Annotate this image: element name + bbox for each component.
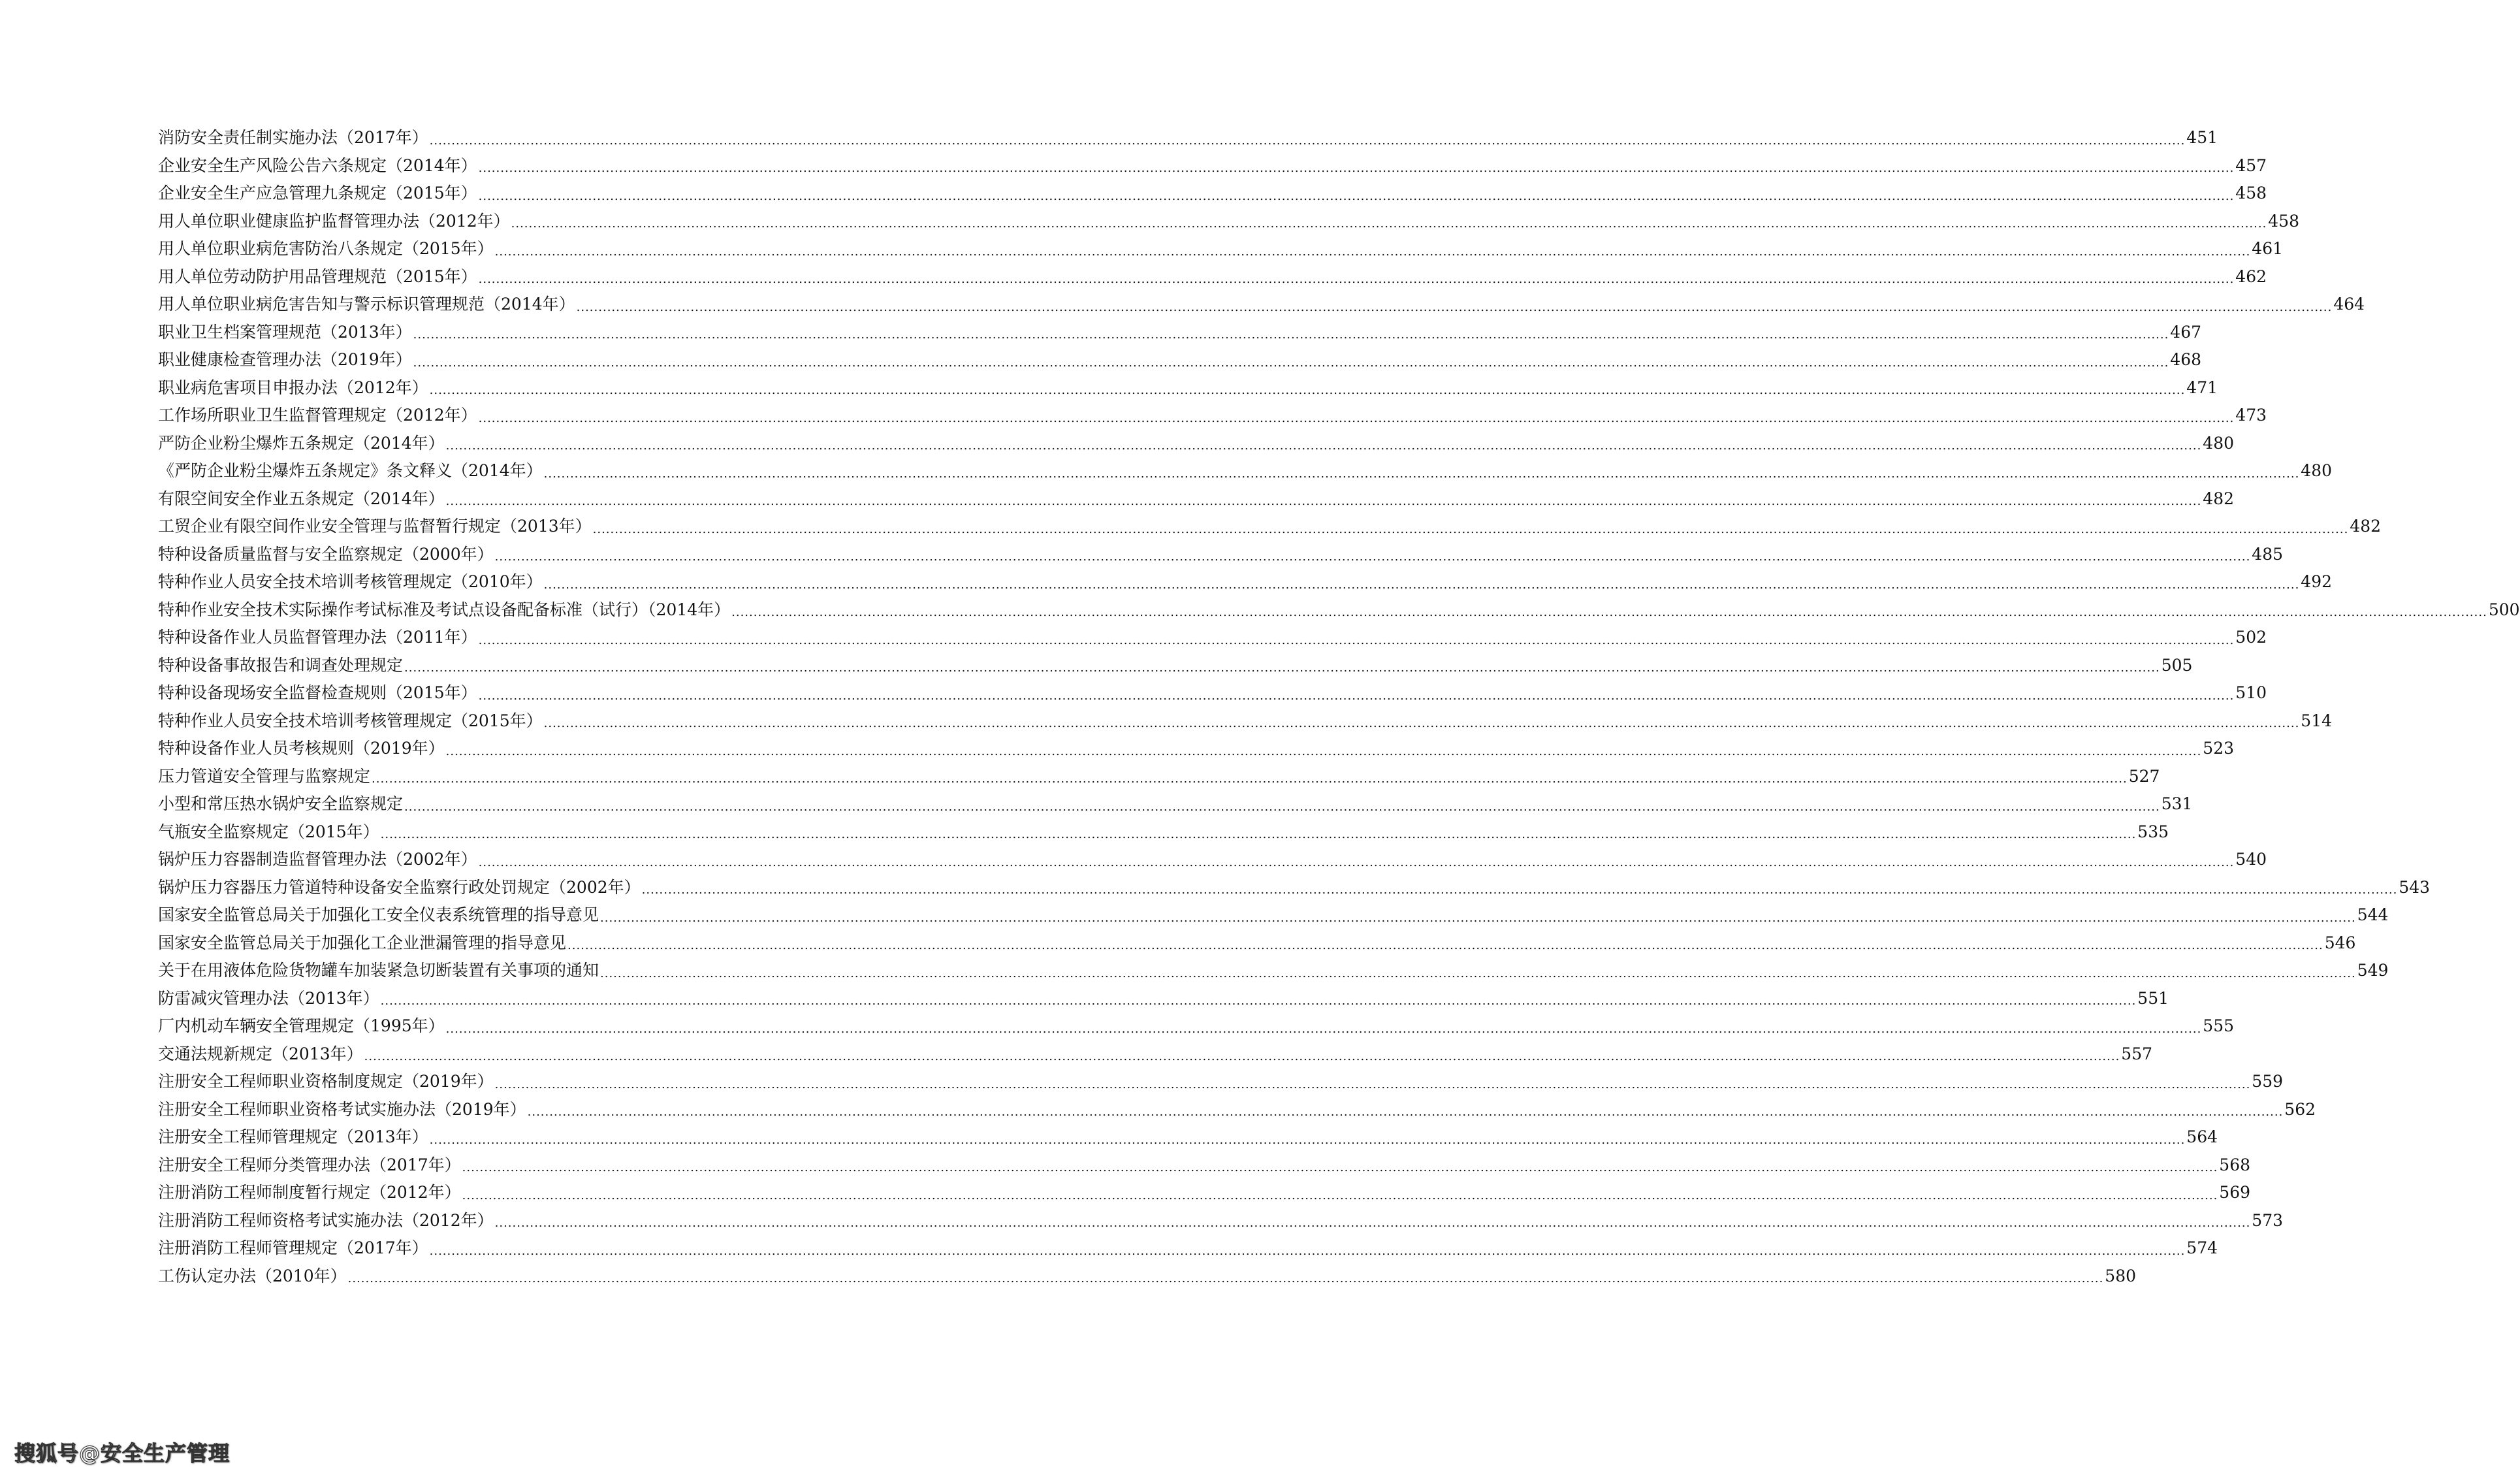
toc-entry-page-number: 458	[2268, 211, 2300, 231]
toc-entry-title: 工作场所职业卫生监督管理规定（2012年）	[158, 406, 477, 425]
toc-entry-title: 交通法规新规定（2013年）	[158, 1044, 363, 1063]
toc-entry[interactable]	[158, 235, 2284, 263]
toc-entry-page-number: 559	[2252, 1072, 2284, 1091]
toc-entry-page-number: 549	[2357, 961, 2389, 980]
toc-leader-dots: ................................................................................................................................................................................................................................................................................................................................................................................................................	[462, 1161, 2218, 1174]
toc-leader-dots: ................................................................................................................................................................................................................................................................................................................................................................................................................	[592, 522, 2349, 536]
toc-entry[interactable]	[158, 1207, 2284, 1235]
toc-entry[interactable]	[158, 319, 2202, 347]
toc-entry-title: 有限空间安全作业五条规定（2014年）	[158, 489, 445, 508]
toc-entry-page-number: 505	[2161, 655, 2193, 675]
toc-entry[interactable]	[158, 291, 2365, 319]
toc-entry[interactable]	[158, 208, 2300, 236]
toc-entry[interactable]	[158, 1040, 2153, 1069]
toc-leader-dots: ................................................................................................................................................................................................................................................................................................................................................................................................................	[494, 550, 2251, 564]
toc-entry[interactable]	[158, 374, 2218, 402]
toc-entry-page-number: 471	[2186, 378, 2218, 397]
toc-entry-page-number: 482	[2350, 517, 2382, 536]
toc-entry-page-number: 473	[2235, 406, 2267, 425]
toc-entry-title: 厂内机动车辆安全管理规定（1995年）	[158, 1016, 445, 1035]
toc-entry[interactable]	[158, 957, 2389, 985]
toc-entry-page-number: 551	[2137, 988, 2169, 1008]
toc-leader-dots: ................................................................................................................................................................................................................................................................................................................................................................................................................	[567, 939, 2323, 952]
toc-entry-title: 注册消防工程师制度暂行规定（2012年）	[158, 1183, 461, 1202]
toc-entry-page-number: 557	[2121, 1044, 2153, 1063]
toc-leader-dots: ................................................................................................................................................................................................................................................................................................................................................................................................................	[445, 744, 2202, 758]
toc-leader-dots: ................................................................................................................................................................................................................................................................................................................................................................................................................	[600, 966, 2356, 980]
toc-entry-title: 注册安全工程师分类管理办法（2017年）	[158, 1155, 461, 1174]
toc-entry[interactable]	[158, 846, 2267, 874]
toc-entry-title: 特种设备作业人员考核规则（2019年）	[158, 739, 445, 758]
toc-entry-title: 工贸企业有限空间作业安全管理与监督暂行规定（2013年）	[158, 517, 592, 536]
toc-entry-title: 用人单位职业病危害告知与警示标识管理规范（2014年）	[158, 295, 575, 314]
toc-entry-title: 职业病危害项目申报办法（2012年）	[158, 378, 428, 397]
toc-entry-title: 锅炉压力容器压力管道特种设备安全监察行政处罚规定（2002年）	[158, 877, 641, 897]
toc-leader-dots: ................................................................................................................................................................................................................................................................................................................................................................................................................	[600, 911, 2356, 925]
toc-entry[interactable]	[158, 1096, 2316, 1124]
toc-leader-dots: ................................................................................................................................................................................................................................................................................................................................................................................................................	[494, 1216, 2251, 1230]
toc-entry-page-number: 562	[2284, 1099, 2316, 1119]
toc-entry-title: 注册安全工程师管理规定（2013年）	[158, 1127, 428, 1146]
toc-entry-page-number: 574	[2186, 1238, 2218, 1257]
toc-entry-title: 特种作业人员安全技术培训考核管理规定（2015年）	[158, 711, 543, 730]
toc-leader-dots: ................................................................................................................................................................................................................................................................................................................................................................................................................	[380, 828, 2137, 841]
toc-entry-title: 用人单位劳动防护用品管理规范（2015年）	[158, 266, 477, 286]
toc-leader-dots: ................................................................................................................................................................................................................................................................................................................................................................................................................	[404, 799, 2160, 814]
toc-entry-page-number: 543	[2399, 877, 2431, 897]
toc-entry[interactable]	[158, 430, 2235, 458]
toc-entry-page-number: 482	[2203, 489, 2235, 508]
toc-entry-page-number: 569	[2219, 1183, 2251, 1202]
toc-entry-title: 企业安全生产风险公告六条规定（2014年）	[158, 155, 477, 175]
toc-entry-title: 注册安全工程师职业资格考试实施办法（2019年）	[158, 1099, 526, 1119]
toc-entry-page-number: 480	[2203, 433, 2235, 453]
toc-leader-dots: ................................................................................................................................................................................................................................................................................................................................................................................................................	[527, 1105, 2284, 1119]
toc-entry-title: 特种作业安全技术实际操作考试标准及考试点设备配备标准（试行）（2014年）	[158, 600, 731, 619]
toc-entry[interactable]	[158, 790, 2193, 818]
toc-entry[interactable]	[158, 263, 2267, 291]
toc-entry-page-number: 468	[2170, 350, 2202, 369]
toc-entry-page-number: 458	[2235, 184, 2267, 202]
toc-entry-page-number: 462	[2235, 266, 2267, 286]
toc-entry-page-number: 573	[2252, 1210, 2284, 1230]
toc-entry[interactable]	[158, 513, 2382, 541]
toc-entry-page-number: 502	[2235, 628, 2267, 647]
toc-leader-dots: ................................................................................................................................................................................................................................................................................................................................................................................................................	[364, 1050, 2120, 1063]
toc-entry-title: 企业安全生产应急管理九条规定（2015年）	[158, 184, 477, 202]
toc-entry[interactable]	[158, 874, 2431, 902]
toc-entry-title: 消防安全责任制实施办法（2017年）	[158, 128, 428, 147]
toc-entry-page-number: 451	[2186, 128, 2218, 147]
toc-entry-title: 气瓶安全监察规定（2015年）	[158, 822, 379, 841]
toc-entry[interactable]	[158, 818, 2169, 846]
toc-entry[interactable]	[158, 624, 2267, 652]
toc-entry[interactable]	[158, 568, 2333, 596]
toc-entry-page-number: 568	[2219, 1155, 2251, 1174]
toc-entry-title: 注册消防工程师管理规定（2017年）	[158, 1238, 428, 1257]
toc-entry-title: 国家安全监管总局关于加强化工安全仪表系统管理的指导意见	[158, 905, 599, 924]
toc-entry-page-number: 555	[2203, 1016, 2235, 1035]
toc-leader-dots: ................................................................................................................................................................................................................................................................................................................................................................................................................	[641, 883, 2398, 897]
toc-entry[interactable]	[158, 985, 2169, 1013]
toc-entry-page-number: 546	[2324, 933, 2356, 952]
toc-entry[interactable]	[158, 1068, 2284, 1096]
watermark: 搜狐号@安全生产管理	[14, 1441, 231, 1466]
toc-entry[interactable]	[158, 180, 2267, 208]
toc-entry-title: 工伤认定办法（2010年）	[158, 1266, 347, 1285]
toc-entry[interactable]	[158, 1179, 2251, 1207]
toc-entry[interactable]	[158, 485, 2235, 513]
toc-leader-dots: ................................................................................................................................................................................................................................................................................................................................................................................................................	[494, 244, 2251, 259]
toc-entry[interactable]	[158, 763, 2160, 791]
toc-entry[interactable]	[158, 1263, 2137, 1291]
toc-entry-title: 小型和常压热水锅炉安全监察规定	[158, 794, 404, 813]
toc-leader-dots: ................................................................................................................................................................................................................................................................................................................................................................................................................	[429, 133, 2186, 148]
toc-leader-dots: ................................................................................................................................................................................................................................................................................................................................................................................................................	[511, 217, 2267, 231]
toc-entry-page-number: 527	[2128, 766, 2160, 786]
toc-leader-dots: ................................................................................................................................................................................................................................................................................................................................................................................................................	[543, 717, 2300, 730]
toc-leader-dots: ................................................................................................................................................................................................................................................................................................................................................................................................................	[576, 300, 2333, 314]
toc-leader-dots: ................................................................................................................................................................................................................................................................................................................................................................................................................	[543, 466, 2300, 481]
toc-leader-dots: ................................................................................................................................................................................................................................................................................................................................................................................................................	[478, 189, 2235, 203]
toc-entry-title: 注册安全工程师职业资格制度规定（2019年）	[158, 1072, 494, 1091]
toc-entry-page-number: 485	[2252, 544, 2284, 564]
toc-leader-dots: ................................................................................................................................................................................................................................................................................................................................................................................................................	[413, 328, 2169, 342]
toc-leader-dots: ................................................................................................................................................................................................................................................................................................................................................................................................................	[429, 1244, 2186, 1258]
toc-entry-page-number: 544	[2357, 905, 2389, 924]
toc-entry[interactable]	[158, 1123, 2218, 1152]
toc-entry-title: 特种设备事故报告和调查处理规定	[158, 655, 404, 675]
toc-entry-page-number: 580	[2105, 1266, 2137, 1285]
toc-entry-title: 《严防企业粉尘爆炸五条规定》条文释义（2014年）	[158, 461, 543, 480]
toc-entry[interactable]	[158, 124, 2218, 152]
toc-entry-title: 国家安全监管总局关于加强化工企业泄漏管理的指导意见	[158, 933, 567, 952]
toc-entry-title: 用人单位职业健康监护监督管理办法（2012年）	[158, 211, 510, 231]
toc-entry-page-number: 500	[2488, 600, 2520, 619]
toc-entry-title: 严防企业粉尘爆炸五条规定（2014年）	[158, 433, 445, 453]
toc-entry-title: 锅炉压力容器制造监督管理办法（2002年）	[158, 850, 477, 869]
table-of-contents	[158, 124, 2520, 1290]
toc-entry-page-number: 480	[2301, 461, 2333, 480]
toc-entry[interactable]	[158, 457, 2333, 485]
toc-leader-dots: ................................................................................................................................................................................................................................................................................................................................................................................................................	[429, 383, 2186, 397]
toc-leader-dots: ................................................................................................................................................................................................................................................................................................................................................................................................................	[462, 1188, 2218, 1202]
toc-leader-dots: ................................................................................................................................................................................................................................................................................................................................................................................................................	[478, 161, 2235, 175]
toc-entry-page-number: 464	[2333, 295, 2365, 314]
toc-entry[interactable]	[158, 652, 2193, 680]
toc-leader-dots: ................................................................................................................................................................................................................................................................................................................................................................................................................	[380, 994, 2137, 1008]
toc-entry-title: 防雷减灾管理办法（2013年）	[158, 988, 379, 1008]
toc-entry-page-number: 492	[2301, 572, 2333, 591]
toc-leader-dots: ................................................................................................................................................................................................................................................................................................................................................................................................................	[478, 855, 2235, 869]
toc-leader-dots: ................................................................................................................................................................................................................................................................................................................................................................................................................	[445, 1022, 2202, 1036]
toc-entry-page-number: 535	[2137, 822, 2169, 841]
toc-entry[interactable]	[158, 707, 2333, 735]
toc-leader-dots: ................................................................................................................................................................................................................................................................................................................................................................................................................	[347, 1272, 2104, 1285]
toc-leader-dots: ................................................................................................................................................................................................................................................................................................................................................................................................................	[494, 1077, 2251, 1091]
toc-entry[interactable]	[158, 901, 2389, 929]
toc-entry-title: 特种设备作业人员监督管理办法（2011年）	[158, 628, 477, 647]
toc-leader-dots: ................................................................................................................................................................................................................................................................................................................................................................................................................	[445, 439, 2202, 453]
toc-leader-dots: ................................................................................................................................................................................................................................................................................................................................................................................................................	[478, 633, 2235, 647]
toc-entry[interactable]	[158, 152, 2267, 180]
toc-leader-dots: ................................................................................................................................................................................................................................................................................................................................................................................................................	[543, 577, 2300, 592]
toc-entry[interactable]	[158, 1234, 2218, 1263]
toc-entry-page-number: 510	[2235, 683, 2267, 702]
toc-leader-dots: ................................................................................................................................................................................................................................................................................................................................................................................................................	[429, 1133, 2186, 1147]
toc-entry-page-number: 514	[2301, 711, 2333, 730]
toc-entry[interactable]	[158, 929, 2356, 958]
toc-leader-dots: ................................................................................................................................................................................................................................................................................................................................................................................................................	[413, 355, 2169, 370]
toc-entry-page-number: 564	[2186, 1127, 2218, 1146]
toc-entry-page-number: 523	[2203, 739, 2235, 758]
toc-entry-title: 注册消防工程师资格考试实施办法（2012年）	[158, 1210, 494, 1230]
toc-leader-dots: ................................................................................................................................................................................................................................................................................................................................................................................................................	[731, 605, 2487, 619]
toc-entry-title: 关于在用液体危险货物罐车加装紧急切断装置有关事项的通知	[158, 961, 599, 980]
toc-entry[interactable]	[158, 596, 2520, 624]
toc-leader-dots: ................................................................................................................................................................................................................................................................................................................................................................................................................	[478, 688, 2235, 703]
toc-entry-page-number: 461	[2252, 239, 2284, 258]
toc-entry-page-number: 467	[2170, 322, 2202, 342]
toc-entry[interactable]	[158, 346, 2202, 374]
toc-entry[interactable]	[158, 1152, 2251, 1180]
toc-leader-dots: ................................................................................................................................................................................................................................................................................................................................................................................................................	[372, 772, 2128, 786]
toc-leader-dots: ................................................................................................................................................................................................................................................................................................................................................................................................................	[478, 272, 2235, 286]
toc-entry[interactable]	[158, 1012, 2235, 1040]
toc-entry-title: 职业健康检查管理办法（2019年）	[158, 350, 412, 369]
toc-entry-title: 职业卫生档案管理规范（2013年）	[158, 322, 412, 342]
toc-entry[interactable]	[158, 402, 2267, 430]
toc-leader-dots: ................................................................................................................................................................................................................................................................................................................................................................................................................	[404, 661, 2160, 675]
toc-leader-dots: ................................................................................................................................................................................................................................................................................................................................................................................................................	[478, 411, 2235, 425]
toc-entry-title: 压力管道安全管理与监察规定	[158, 766, 371, 786]
toc-entry-page-number: 540	[2235, 850, 2267, 869]
toc-entry-title: 特种设备质量监督与安全监察规定（2000年）	[158, 544, 494, 564]
toc-entry[interactable]	[158, 735, 2235, 763]
toc-entry[interactable]	[158, 679, 2267, 707]
toc-entry-page-number: 457	[2235, 155, 2267, 175]
toc-entry-title: 特种作业人员安全技术培训考核管理规定（2010年）	[158, 572, 543, 591]
toc-entry-page-number: 531	[2161, 794, 2193, 813]
toc-leader-dots: ................................................................................................................................................................................................................................................................................................................................................................................................................	[445, 494, 2202, 508]
toc-entry[interactable]	[158, 541, 2284, 569]
toc-entry-title: 用人单位职业病危害防治八条规定（2015年）	[158, 239, 494, 258]
toc-entry-title: 特种设备现场安全监督检查规则（2015年）	[158, 683, 477, 702]
